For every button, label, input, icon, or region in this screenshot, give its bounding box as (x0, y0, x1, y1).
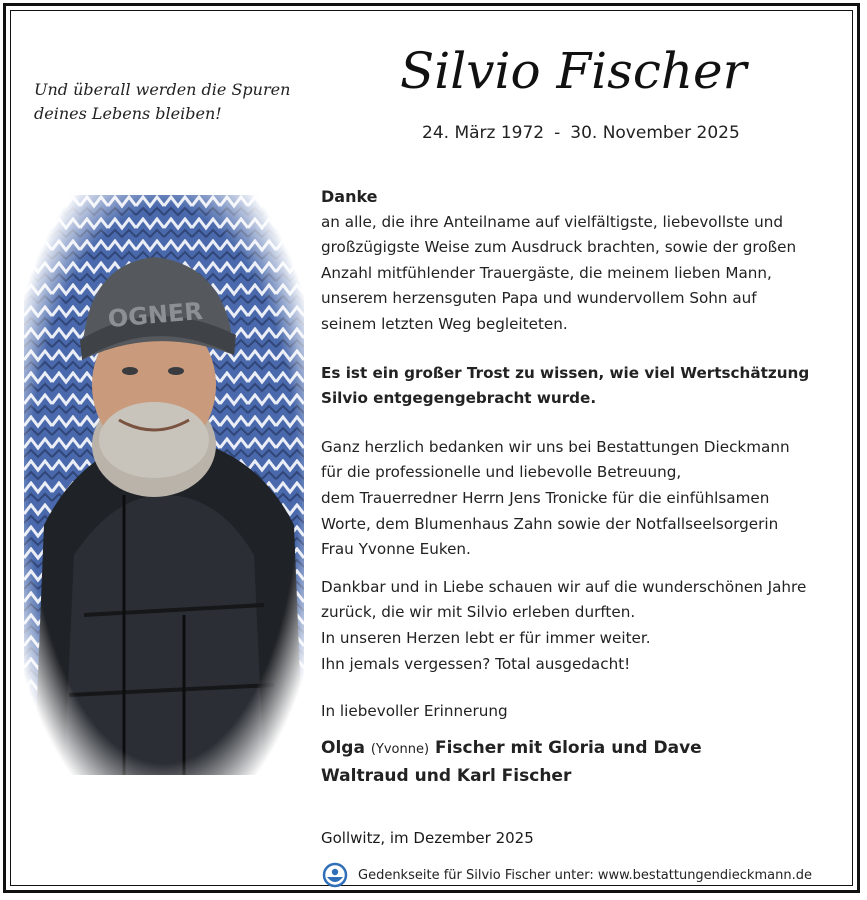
text-line: unserem herzensguten Papa und wundervollem Sohn auf (321, 289, 757, 308)
text-line: zurück, die wir mit Silvio erleben durften. (321, 603, 636, 622)
birth-date: 24. März 1972 (422, 123, 545, 143)
text-line: Ihn jemals vergessen? Total ausgedacht! (321, 654, 631, 673)
motto (34, 78, 324, 126)
deceased-name: Silvio Fischer (400, 42, 747, 100)
closing: In liebevoller Erinnerung (321, 702, 508, 721)
signer-first-name: Olga (321, 737, 371, 758)
signers (321, 735, 841, 790)
text-line: an alle, die ihre Anteilname auf vielfältigste, liebevollste und (321, 212, 783, 231)
text-line: Ganz herzlich bedanken wir uns bei Bestattungen Dieckmann (321, 437, 790, 456)
footer (322, 861, 812, 889)
signer-rest: Fischer mit Gloria und Dave (429, 737, 702, 758)
signer-nickname: (Yvonne) (370, 741, 430, 757)
signer-line-1 (321, 735, 841, 763)
text-line: Worte, dem Blumenhaus Zahn sowie der Notfallseelsorgerin (321, 514, 779, 533)
text-line: Frau Yvonne Euken. (321, 540, 471, 559)
place-date: Gollwitz, im Dezember 2025 (321, 829, 534, 847)
heading: Danke (321, 187, 378, 206)
paragraph-comfort (321, 361, 841, 412)
motto-line-1: Und überall werden die Spuren (34, 80, 291, 99)
text-line: dem Trauerredner Herrn Jens Tronicke für die einfühlsamen (321, 488, 770, 507)
text-line: Dankbar und in Liebe schauen wir auf die wunderschönen Jahre (321, 577, 807, 596)
portrait-illustration (24, 195, 304, 775)
paragraph-thanks (321, 210, 841, 338)
memorial-page-link[interactable]: Gedenkseite für Silvio Fischer unter: www.bestattungendieckmann.de (358, 867, 812, 883)
memorial-logo-icon (322, 862, 348, 888)
text-line: seinem letzten Weg begleiteten. (321, 314, 568, 333)
text-line: großzügigste Weise zum Ausdruck brachten, sowie der großen (321, 238, 797, 257)
paragraph-gratitude (321, 575, 841, 677)
text-line: Es ist ein großer Trost zu wissen, wie viel Wertschätzung (321, 363, 810, 382)
text-line: für die professionelle und liebevolle Betreuung, (321, 463, 682, 482)
paragraph-acknowledgements (321, 435, 841, 563)
portrait-photo (24, 195, 304, 775)
main-text (321, 184, 841, 790)
death-date: 30. November 2025 (570, 123, 740, 143)
date-separator: - (554, 123, 561, 143)
text-line: In unseren Herzen lebt er für immer weiter. (321, 628, 651, 647)
life-dates (422, 120, 740, 146)
motto-line-2: deines Lebens bleiben! (34, 104, 222, 123)
text-line: Silvio entgegengebracht wurde. (321, 389, 597, 408)
signer-line-2: Waltraud und Karl Fischer (321, 765, 572, 786)
text-line: Anzahl mitfühlender Trauergäste, die meinem lieben Mann, (321, 263, 772, 282)
